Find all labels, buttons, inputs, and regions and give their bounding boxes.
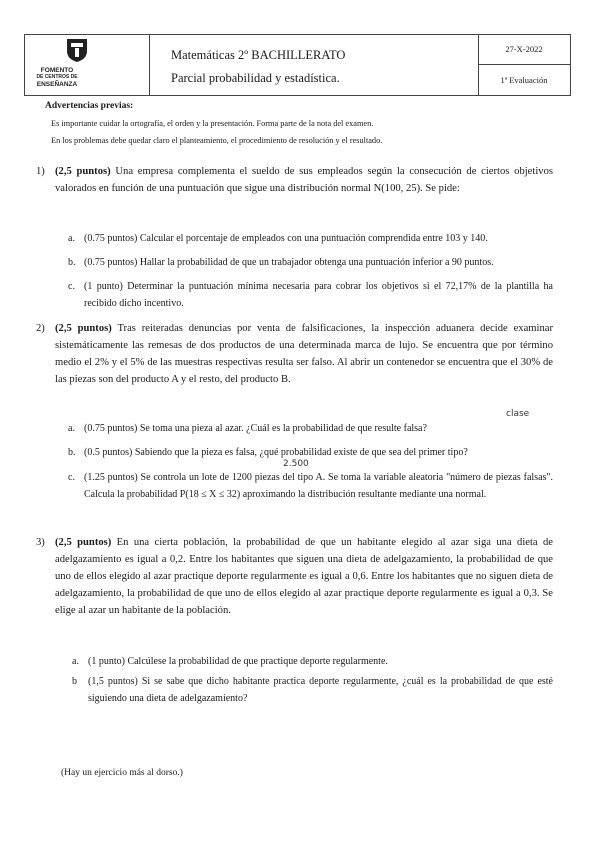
exam-title: Parcial probabilidad y estadística.	[171, 71, 340, 85]
logo-line-2: DE CENTROS DE	[36, 74, 78, 80]
q1a-text: (0.75 puntos) Calcular el porcentaje de empleados con una puntuación comprendida entre 103 y 140.	[84, 233, 488, 244]
q1b-letter: b.	[68, 257, 76, 268]
q3b-letter: b	[72, 676, 77, 687]
q2b-letter: b.	[68, 447, 76, 458]
q1b-text: (0.75 puntos) Hallar la probabilidad de que un trabajador obtenga una puntuación inferior a 90 puntos.	[84, 257, 494, 268]
info-box	[478, 34, 571, 96]
q1-points: (2,5 puntos)	[55, 166, 111, 177]
q2a-letter: a.	[68, 423, 75, 434]
q2-text: Tras reiteradas denuncias por venta de falsificaciones, la inspección aduanera decide examinar sistemáticamente las remesas de dos productos de una determinada marca de lujo. Se encuentra que por término medio el 2% y el 5% de las muestras respectivas resulta ser falso. Al abrir un contenedor se encuentra que el 30% de las piezas son del producto A y el resto, del producto B.	[55, 323, 553, 385]
q1a-letter: a.	[68, 233, 75, 244]
warning-line-2: En los problemas debe quedar claro el planteamiento, el procedimiento de resolución y el resultado.	[51, 136, 383, 145]
q2c-text: (1.25 puntos) Se controla un lote de 1200 piezas del tipo A. Se toma la variable aleatoria "número de piezas falsas". Calcula la probabilidad P(18 ≤ X ≤ 32) aproximando la distribución resultante mediante una normal.	[84, 472, 553, 500]
logo-box	[24, 34, 150, 96]
q1-statement	[55, 163, 553, 197]
logo-line-3: ENSEÑANZA	[36, 81, 78, 88]
q3-text: En una cierta población, la probabilidad de que un habitante elegido al azar siga una dieta de adelgazamiento es igual a 0,2. Entre los habitantes que siguen una dieta de adelgazamiento, la probabilidad de que uno de ellos elegido al azar practique deporte regularmente es igual a 0,6. Entre los habitantes que no siguen dieta de adelgazamiento, la probabilidad de que uno de ellos elegido al azar practique deporte regularmente es igual a 0,3. Se elige al azar un habitante de la población.	[55, 537, 553, 616]
q1c-letter: c.	[68, 281, 75, 292]
q3-points: (2,5 puntos)	[55, 537, 112, 548]
title-box	[148, 34, 479, 96]
q3-number: 3)	[36, 537, 45, 548]
q3a-letter: a.	[72, 656, 79, 667]
q3-statement	[55, 534, 553, 619]
q1-text: Una empresa complementa el sueldo de sus empleados según la consecución de ciertos objetivos valorados en función de una puntuación que sigue una distribución normal N(100, 25). Se pide:	[55, 166, 553, 194]
q3b-text: (1,5 puntos) Si se sabe que dicho habitante practica deporte regularmente, ¿cuál es la probabilidad de que esté siguiendo una dieta de adelgazamiento?	[88, 676, 553, 704]
q2b-text: (0.5 puntos) Sabiendo que la pieza es falsa, ¿qué probabilidad existe de que sea del primer tipo?	[84, 447, 468, 458]
school-logo-icon	[65, 37, 89, 63]
evaluation-label: 1ª Evaluación	[500, 75, 548, 85]
q3a-text: (1 punto) Calcúlese la probabilidad de que practique deporte regularmente.	[88, 656, 388, 667]
footer-note: (Hay un ejercicio más al dorso.)	[61, 768, 183, 778]
exam-date: 27-X-2022	[478, 35, 570, 65]
q2-statement	[55, 320, 553, 388]
q1c-text: (1 punto) Determinar la puntuación mínima necesaria para cobrar los objetivos si el 72,17% de la plantilla ha recibido dicho incentivo.	[84, 281, 553, 309]
q2-number: 2)	[36, 323, 45, 334]
logo-text	[27, 67, 87, 88]
warning-line-1: Es importante cuidar la ortografía, el orden y la presentación. Forma parte de la nota del examen.	[51, 119, 374, 128]
q1-number: 1)	[36, 166, 45, 177]
exam-header	[24, 34, 570, 94]
subject-title: Matemáticas 2º BACHILLERATO	[171, 48, 346, 62]
q2a-text: (0.75 puntos) Se toma una pieza al azar. ¿Cuál es la probabilidad de que resulte falsa?	[84, 423, 427, 434]
handwritten-note-clase: clase	[506, 409, 530, 419]
logo-line-1: FOMENTO	[40, 67, 74, 74]
q2c-letter: c.	[68, 472, 75, 483]
warnings-title: Advertencias previas:	[45, 101, 134, 111]
handwritten-note-2500: 2.500	[283, 459, 309, 469]
q2-points: (2,5 puntos)	[55, 323, 112, 334]
